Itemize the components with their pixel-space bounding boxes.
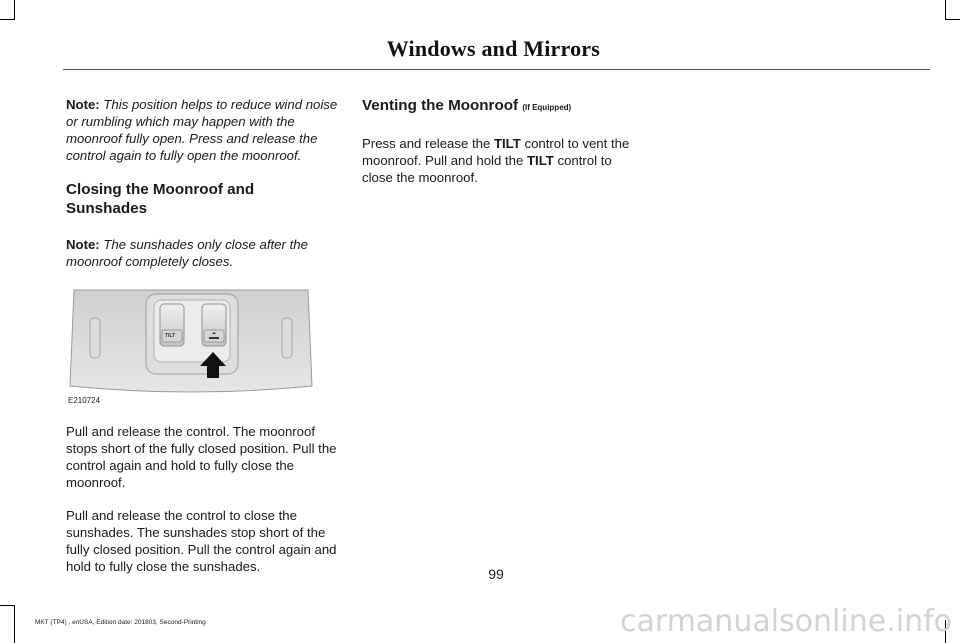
heading-suffix: (If Equipped) bbox=[522, 103, 572, 112]
body-paragraph: Pull and release the control. The moonroof stops short of the fully closed position. Pull the control again and hold to fully close the moonroof. bbox=[66, 424, 337, 490]
note-label: Note: bbox=[66, 237, 100, 252]
crop-mark bbox=[0, 605, 15, 606]
note-paragraph bbox=[66, 96, 338, 164]
note-paragraph bbox=[66, 236, 338, 270]
note-label: Note: bbox=[66, 97, 100, 112]
section-heading bbox=[362, 96, 637, 117]
section-heading: Closing the Moonroof and Sunshades bbox=[66, 181, 255, 217]
text-run: Press and release the bbox=[362, 136, 494, 151]
left-column bbox=[66, 96, 338, 591]
body-paragraph bbox=[362, 135, 637, 186]
text-run: control to vent the moonroof. Pull and hold the bbox=[362, 136, 630, 168]
page-number: 99 bbox=[488, 566, 504, 582]
crop-mark bbox=[14, 605, 15, 643]
note-text: This position helps to reduce wind noise or rumbling which may happen with the moonroof fully open. Press and release the control again to fully open the moonroof. bbox=[66, 97, 338, 163]
moonroof-control-figure bbox=[66, 286, 316, 403]
body-paragraph: Pull and release the control to close the sunshades. The sunshades stop short of the fully closed position. Pull the control again and hold to fully close the sunshades. bbox=[66, 508, 337, 574]
figure-code: E210724 bbox=[68, 396, 101, 405]
crop-mark bbox=[945, 0, 946, 19]
page-title: Windows and Mirrors bbox=[386, 36, 600, 61]
header-rule bbox=[63, 69, 930, 70]
crop-mark bbox=[14, 0, 15, 19]
right-column bbox=[362, 96, 637, 202]
overhead-console-illustration bbox=[66, 286, 316, 396]
crop-mark bbox=[0, 19, 15, 20]
tilt-button-label: TILT bbox=[165, 333, 176, 339]
text-run: control to close the moonroof. bbox=[362, 153, 612, 185]
heading-text: Venting the Moonroof bbox=[362, 97, 519, 114]
tilt-keyword: TILT bbox=[493, 136, 521, 151]
note-text: The sunshades only close after the moonroof completely closes. bbox=[66, 237, 308, 269]
crop-mark bbox=[945, 19, 960, 20]
edition-info: MKT (TP4) , enUSA, Edition date: 201803, Second-Printing bbox=[35, 619, 206, 626]
watermark: carmanualsonline.info bbox=[620, 604, 952, 639]
tilt-keyword: TILT bbox=[526, 153, 554, 168]
